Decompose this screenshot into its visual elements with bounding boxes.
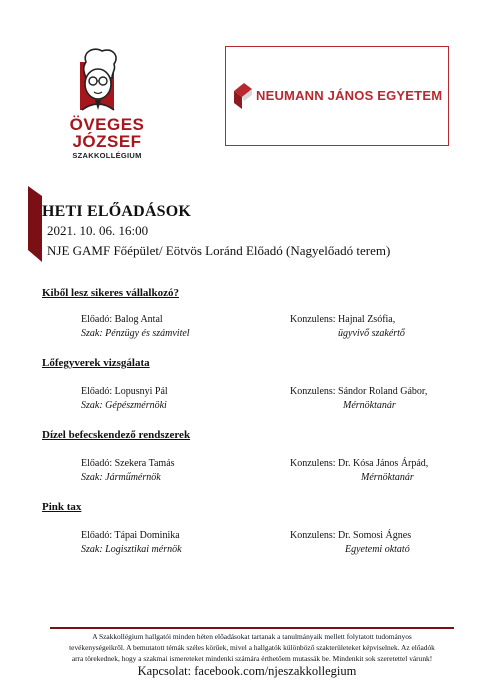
presenter: Előadó: Tápai Dominika <box>81 530 180 541</box>
footer-description <box>36 631 468 664</box>
presenter-major: Szak: Pénzügy és számvitel <box>81 328 190 339</box>
accent-bar-icon <box>28 186 42 262</box>
presenter-major: Szak: Logisztikai mérnök <box>81 544 182 555</box>
presenter: Előadó: Szekera Tamás <box>81 458 175 469</box>
presenter-major: Szak: Járműmérnök <box>81 472 161 483</box>
talk-title: Pink tax <box>42 501 82 513</box>
event-datetime: 2021. 10. 06. 16:00 <box>47 223 149 238</box>
logo-subtitle: SZAKKOLLÉGIUM <box>72 151 142 160</box>
university-mark-icon <box>232 81 254 111</box>
consultant-role: Mérnöktanár <box>361 472 414 483</box>
consultant-role: Mérnöktanár <box>343 400 396 411</box>
consultant: Konzulens: Dr. Kósa János Árpád, <box>290 458 429 469</box>
consultant: Konzulens: Sándor Roland Gábor, <box>290 386 428 397</box>
footer-line: arra törekednek, hogy a szakmai ismereteket mindenki számára érthetőem mutassák be. Mindenkit sok szeretettel várunk! <box>71 654 433 663</box>
logo-name-line2: JÓZSEF <box>72 132 142 151</box>
page-title: HETI ELŐADÁSOK <box>42 203 192 220</box>
event-venue: NJE GAMF Főépület/ Eötvös Loránd Előadó (Nagyelőadó terem) <box>47 243 391 258</box>
logo-name-line1: ÖVEGES <box>69 115 145 134</box>
university-name: NEUMANN JÁNOS EGYETEM <box>256 88 443 103</box>
consultant: Konzulens: Dr. Somosi Ágnes <box>290 530 412 541</box>
footer-line: tevékenységeikről. A bemutatott témák széles körűek, mivel a hallgatók különböző szakterületeket képviselnek. Az előadók <box>69 643 435 652</box>
neumann-janos-egyetem-logo <box>225 46 449 146</box>
contact-link[interactable]: Kapcsolat: facebook.com/njeszakkollegium <box>137 664 357 678</box>
presenter-major: Szak: Gépészmérnöki <box>81 400 167 411</box>
consultant: Konzulens: Hajnal Zsófia, <box>290 314 396 325</box>
talk-title: Dízel befecskendező rendszerek <box>42 429 191 441</box>
consultant-role: Egyetemi oktató <box>345 544 410 555</box>
talk-title: Lőfegyverek vizsgálata <box>42 357 150 369</box>
footer-line: A Szakkollégium hallgatói minden héten előadásokat tartanak a tanulmányaik mellett folytatott tudományos <box>92 632 412 641</box>
oveges-jozsef-logo <box>52 40 162 160</box>
portrait-emblem-icon <box>68 48 128 114</box>
presenter: Előadó: Balog Antal <box>81 314 163 325</box>
presenter: Előadó: Lopusnyi Pál <box>81 386 168 397</box>
footer-divider <box>50 627 454 629</box>
consultant-role: ügyvivő szakértő <box>338 328 405 339</box>
talk-title: Kiből lesz sikeres vállalkozó? <box>42 287 179 299</box>
